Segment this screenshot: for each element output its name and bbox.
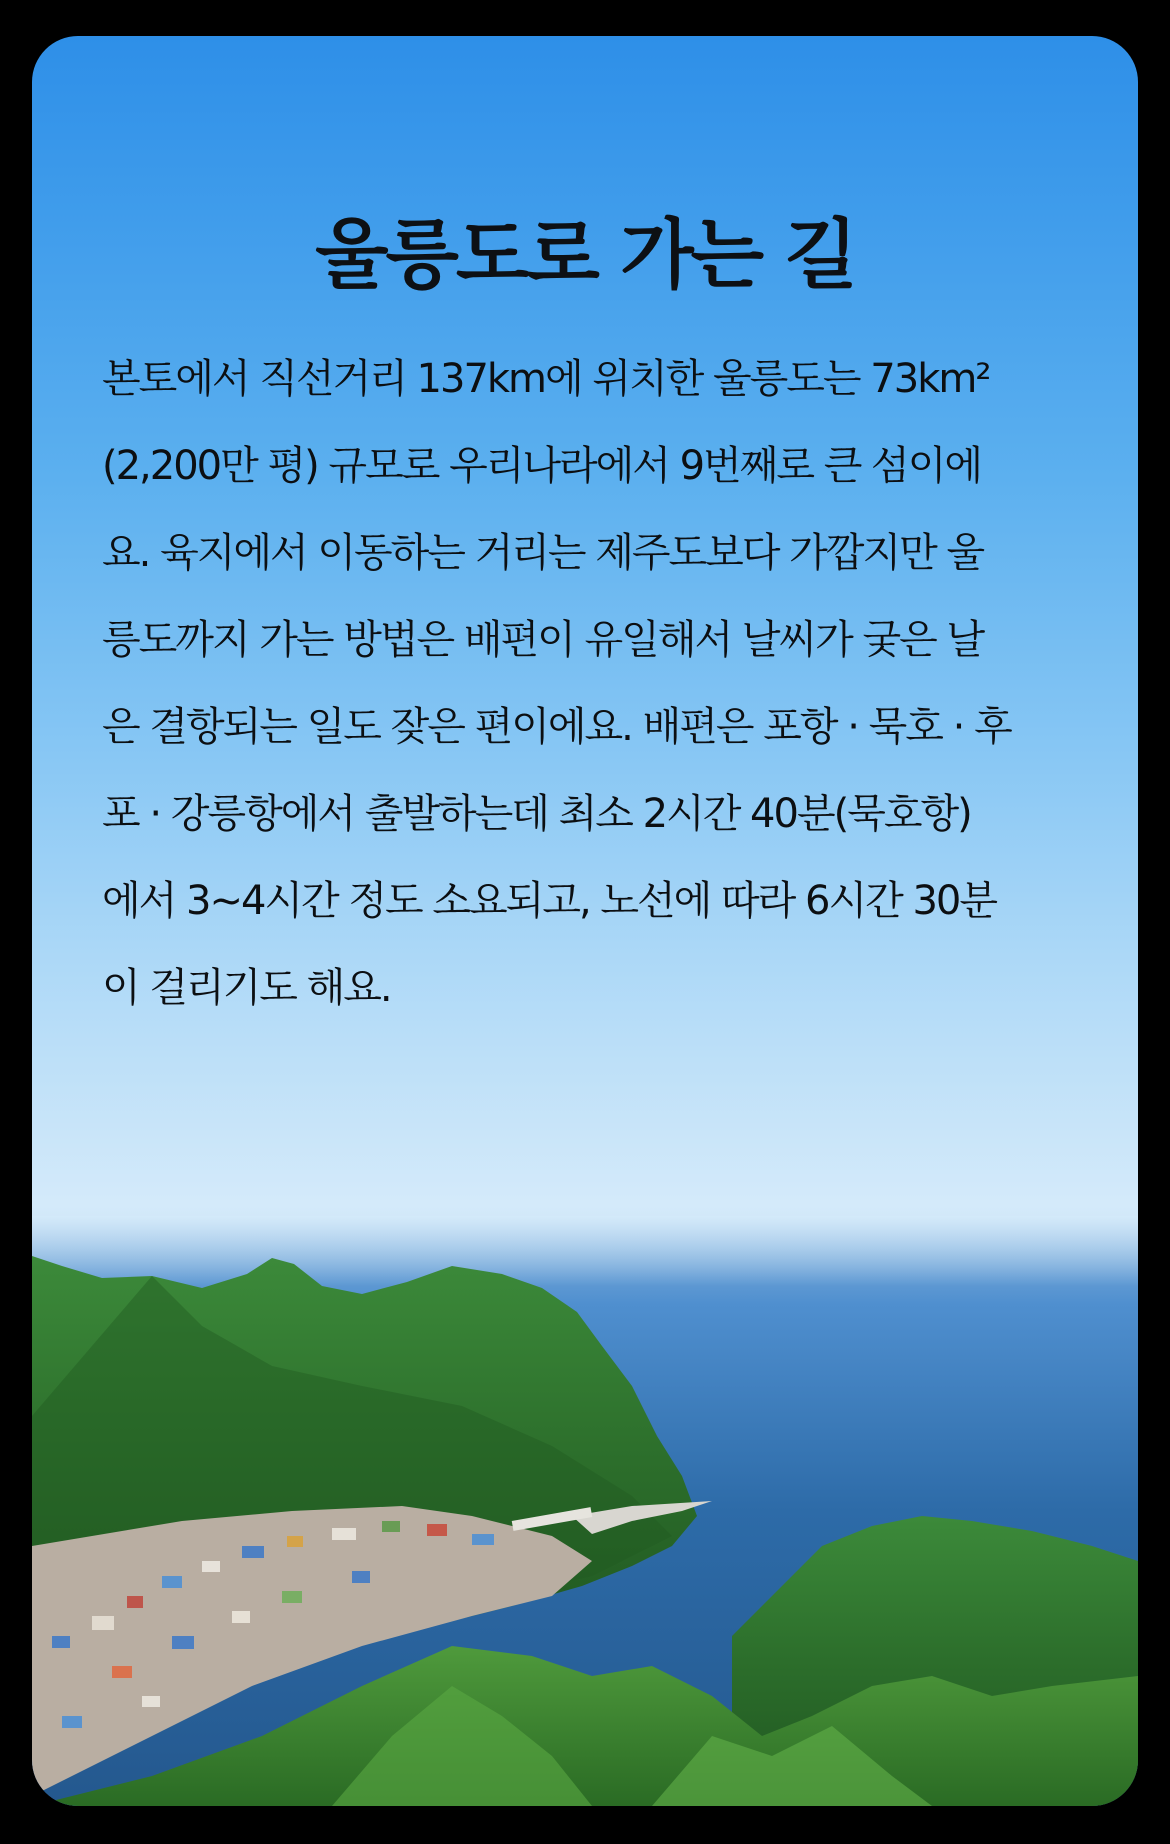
card-title: 울릉도로 가는 길 xyxy=(315,210,855,299)
body-line: (2,200만 평) 규모로 우리나라에서 9번째로 큰 섬이에 xyxy=(102,443,981,489)
body-line: 이 걸리기도 해요. xyxy=(102,965,391,1011)
body-line: 은 결항되는 일도 잦은 편이에요. 배편은 포항 · 묵호 · 후 xyxy=(102,704,1011,750)
body-line: 요. 육지에서 이동하는 거리는 제주도보다 가깝지만 울 xyxy=(102,530,984,576)
body-line: 에서 3~4시간 정도 소요되고, 노선에 따라 6시간 30분 xyxy=(102,878,996,924)
ulleungdo-landscape-image xyxy=(32,1216,1138,1806)
body-line: 릉도까지 가는 방법은 배편이 유일해서 날씨가 궂은 날 xyxy=(102,617,984,663)
card-body-text xyxy=(102,336,1092,1032)
body-line: 포 · 강릉항에서 출발하는데 최소 2시간 40분(묵호항) xyxy=(102,791,971,837)
body-line: 본토에서 직선거리 137km에 위치한 울릉도는 73km² xyxy=(102,356,990,402)
story-card xyxy=(32,36,1138,1806)
